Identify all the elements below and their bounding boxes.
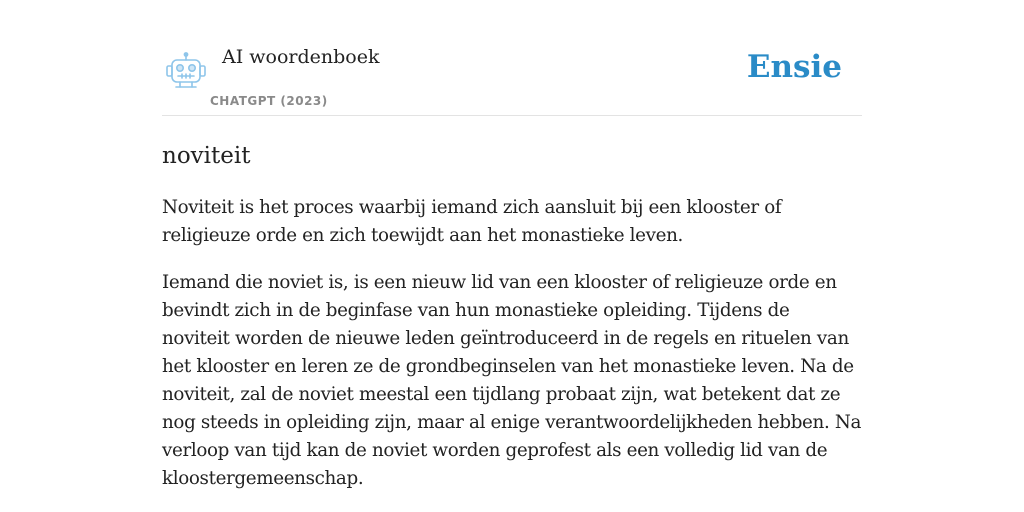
source-year: CHATGPT (2023) xyxy=(210,94,328,108)
robot-icon xyxy=(165,52,207,90)
definition-paragraph: Iemand die noviet is, is een nieuw lid van een klooster of religieuze orde en bevindt zich in de beginfase van hun monastieke opleiding. Tijdens de noviteit worden de nieuwe leden geïntroduceerd in de regels en rituelen van het klooster en leren ze de grondbeginselen van het monastieke leven. Na de noviteit, zal de noviet meestal een tijdlang probaat zijn, wat betekent dat ze nog steeds in opleiding zijn, maar al enige verantwoordelijkheden hebben. Na verloop van tijd kan de noviet worden geprofest als een volledig lid van de kloostergemeenschap. xyxy=(162,272,862,489)
entry-definition xyxy=(162,194,862,493)
source-name[interactable]: AI woordenboek xyxy=(222,46,380,68)
entry-card xyxy=(162,40,862,493)
entry-header xyxy=(162,40,862,116)
brand-logo[interactable]: Ensie xyxy=(746,49,842,85)
definition-paragraph: Noviteit is het proces waarbij iemand zich aansluit bij een klooster of religieuze orde en zich toewijdt aan het monastieke leven. xyxy=(162,197,782,246)
entry-term: noviteit xyxy=(162,143,251,169)
